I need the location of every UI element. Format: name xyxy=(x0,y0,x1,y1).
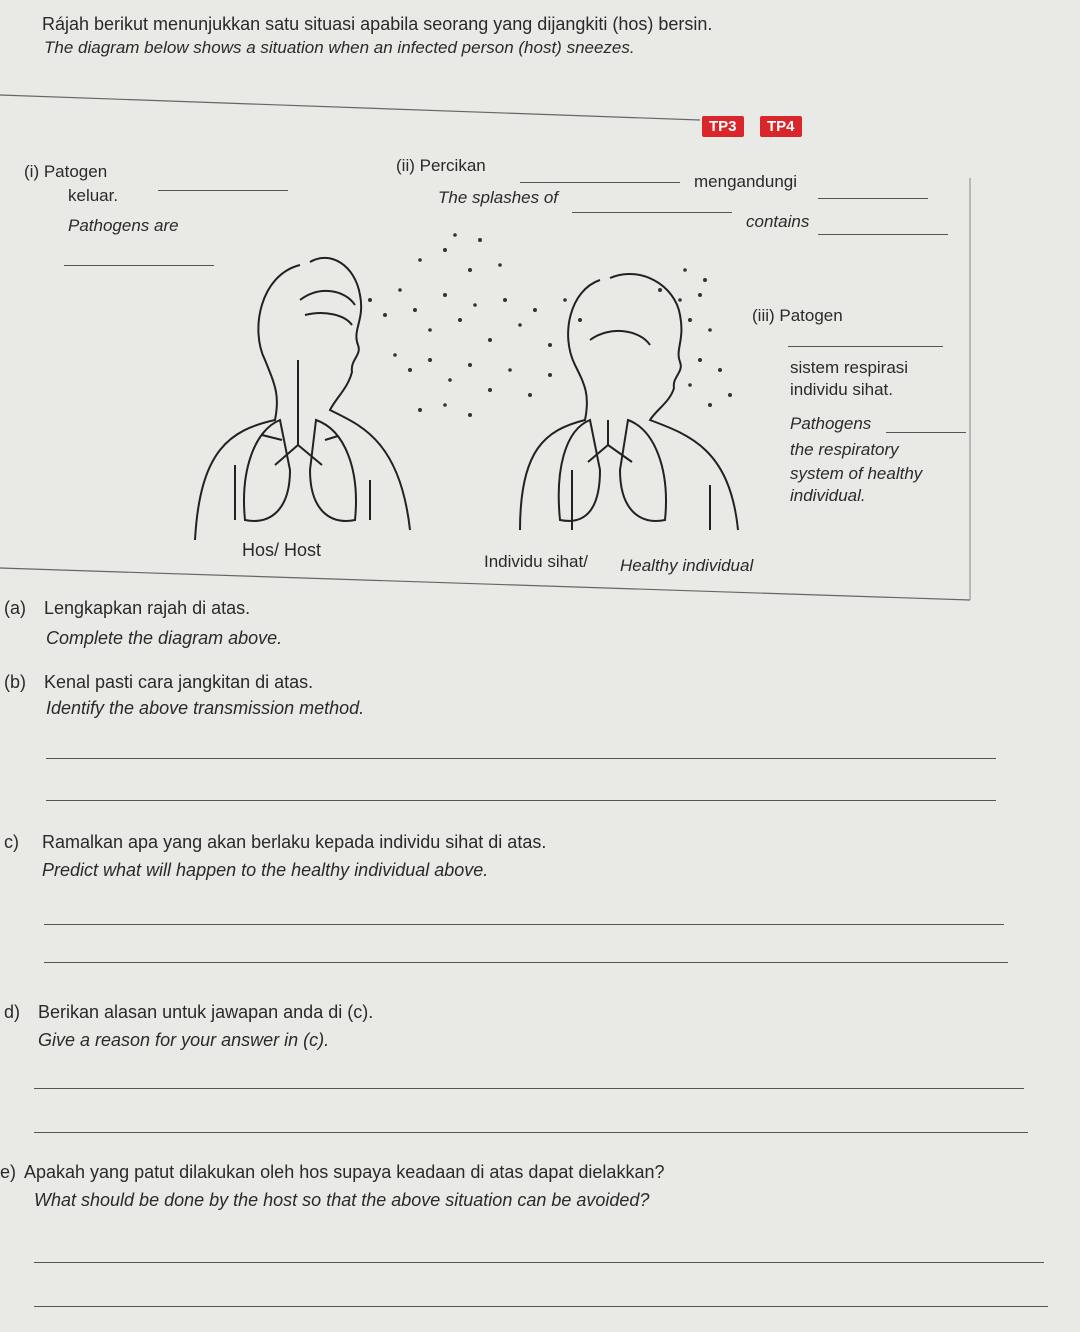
answer-line-c-2[interactable] xyxy=(44,962,1008,963)
answer-line-ii-b[interactable] xyxy=(818,198,928,199)
answer-line-i[interactable] xyxy=(158,190,288,191)
healthy-individual-figure xyxy=(520,274,738,530)
part-ii-malay-1: (ii) Percikan xyxy=(396,156,486,175)
question-b-label: (b) xyxy=(4,672,26,692)
answer-line-b-1[interactable] xyxy=(46,758,996,759)
answer-line-d-1[interactable] xyxy=(34,1088,1024,1089)
answer-line-ii-d[interactable] xyxy=(818,234,948,235)
question-d-malay: Berikan alasan untuk jawapan anda di (c). xyxy=(38,1002,374,1022)
question-c-label: c) xyxy=(4,832,19,852)
intro-malay: Rájah berikut menunjukkan satu situasi apabila seorang yang dijangkiti (hos) bersin. xyxy=(42,14,713,34)
part-iii-malay-1: (iii) Patogen xyxy=(752,306,843,325)
answer-line-iii-b[interactable] xyxy=(886,432,966,433)
healthy-label-malay: Individu sihat/ xyxy=(484,552,588,571)
part-ii-malay-2: mengandungi xyxy=(694,172,798,191)
question-a-label: (a) xyxy=(4,598,26,618)
part-iii-malay-3: individu sihat. xyxy=(790,380,894,399)
part-iii-english-3: system of healthy xyxy=(790,464,923,483)
badge-tp4: TP4 xyxy=(760,116,802,137)
part-i-malay-2: keluar. xyxy=(68,186,119,205)
part-iii-english-2: the respiratory xyxy=(790,440,899,459)
question-b-malay: Kenal pasti cara jangkitan di atas. xyxy=(44,672,314,692)
sneeze-droplets xyxy=(368,233,732,417)
question-d-english: Give a reason for your answer in (c). xyxy=(38,1030,330,1050)
part-ii-english-1: The splashes of xyxy=(438,188,559,207)
answer-line-c-1[interactable] xyxy=(44,924,1004,925)
question-a-malay: Lengkapkan rajah di atas. xyxy=(44,598,251,618)
answer-line-ii-a[interactable] xyxy=(520,182,680,183)
question-a-english: Complete the diagram above. xyxy=(46,628,283,648)
question-c-malay: Ramalkan apa yang akan berlaku kepada individu sihat di atas. xyxy=(42,832,547,852)
part-i-english: Pathogens are xyxy=(68,216,179,235)
question-c-english: Predict what will happen to the healthy individual above. xyxy=(42,860,489,880)
intro-english: The diagram below shows a situation when an infected person (host) sneezes. xyxy=(44,38,635,57)
question-e-english: What should be done by the host so that the above situation can be avoided? xyxy=(34,1190,650,1210)
question-e-label: e) xyxy=(0,1162,17,1182)
question-e-malay: Apakah yang patut dilakukan oleh hos supaya keadaan di atas dapat dielakkan? xyxy=(24,1162,665,1182)
part-iii-english-4: individual. xyxy=(790,486,866,505)
healthy-label-english: Healthy individual xyxy=(620,556,754,575)
answer-line-i-english[interactable] xyxy=(64,265,214,266)
badge-tp3: TP3 xyxy=(702,116,744,137)
answer-line-b-2[interactable] xyxy=(46,800,996,801)
question-b-english: Identify the above transmission method. xyxy=(46,698,365,718)
question-d-label: d) xyxy=(4,1002,21,1022)
host-figure xyxy=(195,258,410,540)
part-ii-english-2: contains xyxy=(746,212,810,231)
host-label: Hos/ Host xyxy=(242,540,322,560)
answer-line-e-1[interactable] xyxy=(34,1262,1044,1263)
answer-line-e-2[interactable] xyxy=(34,1306,1048,1307)
part-i-malay-1: (i) Patogen xyxy=(24,162,108,181)
part-iii-malay-2: sistem respirasi xyxy=(790,358,909,377)
answer-line-d-2[interactable] xyxy=(34,1132,1028,1133)
answer-line-iii-a[interactable] xyxy=(788,346,943,347)
answer-line-ii-c[interactable] xyxy=(572,212,732,213)
sneeze-diagram xyxy=(0,0,1080,620)
part-iii-english-1: Pathogens xyxy=(790,414,872,433)
